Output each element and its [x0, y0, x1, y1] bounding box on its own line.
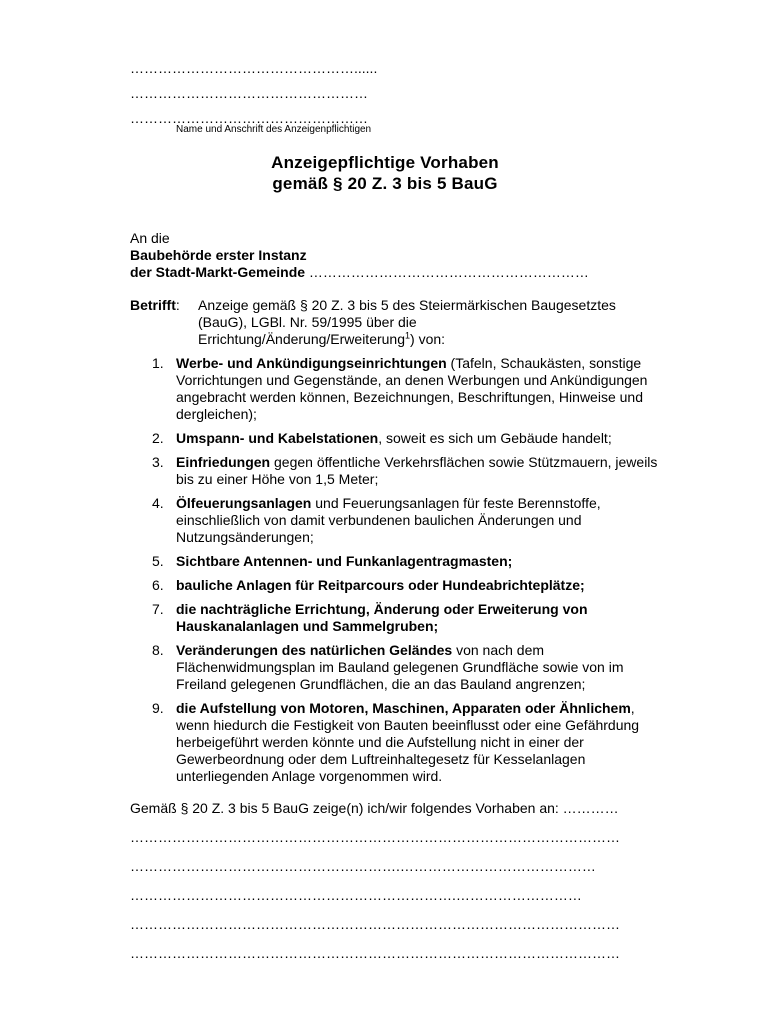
fill-line: …………………………………………………………………………………………… — [130, 945, 620, 961]
recipient-line-2: Baubehörde erster Instanz — [130, 247, 307, 263]
betrifft-text: Anzeige gemäß § 20 Z. 3 bis 5 des Steiermärkischen Baugesetztes (BauG), LGBl. Nr. 59/1995 über die Errichtung/Änderung/Erweiterung$^1$) von: — [198, 297, 616, 347]
recipient-municipality-blank: …………………………………………………… — [305, 264, 589, 280]
fill-line: …………………………………………………………….……………………… — [130, 887, 582, 903]
list-item: 4. Ölfeuerungsanlagen und Feuerungsanlagen für feste Berennstoffe, einschließlich von damit verbundenen baulichen Änderungen und Nutzungsänderungen; — [152, 495, 601, 545]
list-item: 3. Einfriedungen gegen öffentliche Verkehrsflächen sowie Stützmauern, jeweils bis zu einer Höhe von 1,5 Meter; — [152, 454, 658, 487]
fill-line: ………………………………………………….…………………………………… — [130, 858, 596, 874]
recipient-line-3 — [130, 264, 589, 281]
recipient-authority: der Stadt-Markt-Gemeinde — [130, 264, 306, 280]
list-item: 8. Veränderungen des natürlichen Geländes von nach dem Flächenwidmungsplan im Bauland gelegenen Grundfläche sowie von im Freiland gelegenen Grundflächen, die an das Bauland angrenzen; — [152, 642, 624, 692]
applicant-address-line: …………………………………………… — [130, 85, 368, 101]
declaration-line: Gemäß § 20 Z. 3 bis 5 BauG zeige(n) ich/wir folgendes Vorhaben an: ………… — [130, 800, 619, 816]
fill-line: …………………………………………………………………………………………… — [130, 916, 620, 932]
applicant-address-line-2: …………………………………………… — [130, 110, 368, 126]
list-item: 5. Sichtbare Antennen- und Funkanlagentragmasten; — [152, 553, 513, 569]
project-type-list — [130, 355, 670, 785]
applicant-name-line: …………………………………………...... — [130, 60, 378, 76]
list-item: 6. bauliche Anlagen für Reitparcours oder Hundeabrichteplätze; — [152, 577, 585, 593]
fill-line: …………………………………………………………………………………………… — [130, 829, 620, 845]
recipient-line-1: An die — [130, 230, 170, 246]
betrifft-label: Betrifft: — [130, 297, 180, 313]
list-item: 1. Werbe- und Ankündigungseinrichtungen (Tafeln, Schaukästen, sonstige Vorrichtungen und Gegenstände, an denen Werbungen und Ankündigungen angebracht werden können, Bezeichnungen, Beschriftungen, Hinweise und dergleichen); — [152, 355, 648, 422]
list-item: 9. die Aufstellung von Motoren, Maschinen, Apparaten oder Ähnlichem, wenn hiedurch die Festigkeit von Bauten beeinflusst oder eine Gefährdung herbeigeführt werden könnte und die Aufstellung nicht in einer der Gewerbeordnung oder dem Luftreinhaltegesetz für Kesselanlagen unterliegenden Anlage vorgenommen wird. — [152, 700, 640, 784]
document-subtitle: gemäß § 20 Z. 3 bis 5 BauG — [272, 174, 498, 193]
document-title: Anzeigepflichtige Vorhaben — [271, 153, 499, 172]
list-item: 7. die nachträgliche Errichtung, Änderung oder Erweiterung von Hauskanalanlagen und Sammelgruben; — [152, 601, 588, 634]
list-item: 2. Umspann- und Kabelstationen, soweit es sich um Gebäude handelt; — [152, 430, 612, 446]
header-caption: Name und Anschrift des Anzeigenpflichtigen — [176, 124, 372, 135]
